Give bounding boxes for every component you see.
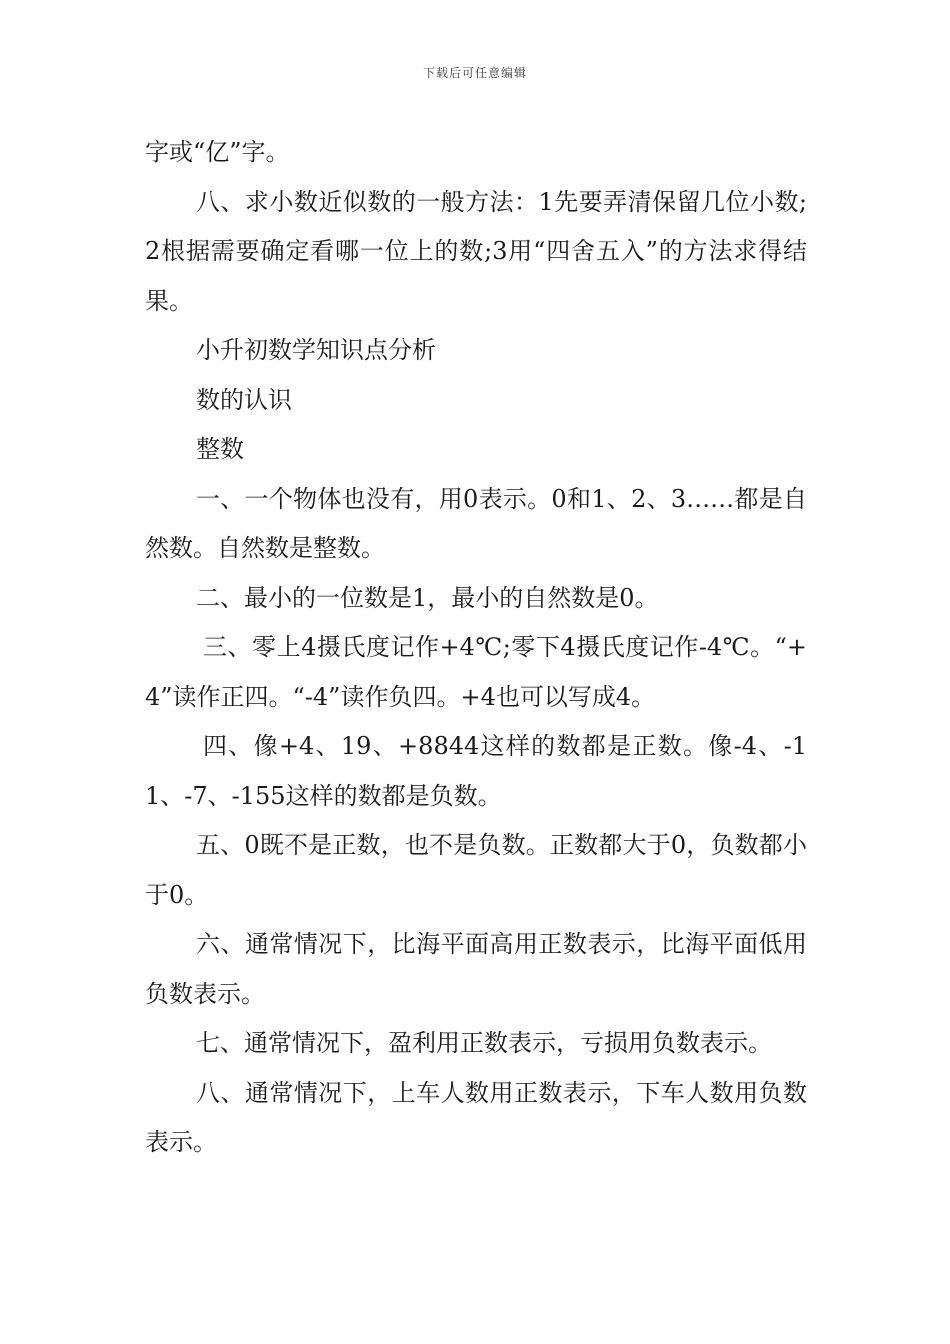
paragraph-item-7: 七、通常情况下，盈利用正数表示，亏损用负数表示。 xyxy=(196,1029,772,1057)
section-title: 小升初数学知识点分析 xyxy=(196,336,436,364)
document-body xyxy=(145,128,807,1168)
page-header: 下载后可任意编辑 xyxy=(422,66,527,80)
paragraph-rounding-method: 八、求小数近似数的一般方法：1先要弄清保留几位小数;2根据需要确定看哪一位上的数;3用“四舍五入”的方法求得结果。 xyxy=(145,187,807,315)
paragraph-item-6: 六、通常情况下，比海平面高用正数表示，比海平面低用负数表示。 xyxy=(145,930,807,1008)
paragraph-item-8: 八、通常情况下，上车人数用正数表示，下车人数用负数表示。 xyxy=(145,1078,807,1156)
paragraph-continuation: 字或“亿”字。 xyxy=(145,138,290,166)
paragraph-item-3: 三、零上4摄氏度记作+4℃;零下4摄氏度记作-4℃。“+4”读作正四。“-4”读作负四。+4也可以写成4。 xyxy=(145,633,807,711)
section-heading-integers: 整数 xyxy=(196,435,244,463)
paragraph-item-4: 四、像+4、19、+8844这样的数都是正数。像-4、-11、-7、-155这样的数都是负数。 xyxy=(145,732,807,810)
paragraph-item-5: 五、0既不是正数，也不是负数。正数都大于0，负数都小于0。 xyxy=(145,831,807,909)
section-subtitle: 数的认识 xyxy=(196,385,292,414)
paragraph-item-2: 二、最小的一位数是1，最小的自然数是0。 xyxy=(196,583,659,612)
paragraph-item-1: 一、一个物体也没有，用0表示。0和1、2、3……都是自然数。自然数是整数。 xyxy=(145,484,807,562)
